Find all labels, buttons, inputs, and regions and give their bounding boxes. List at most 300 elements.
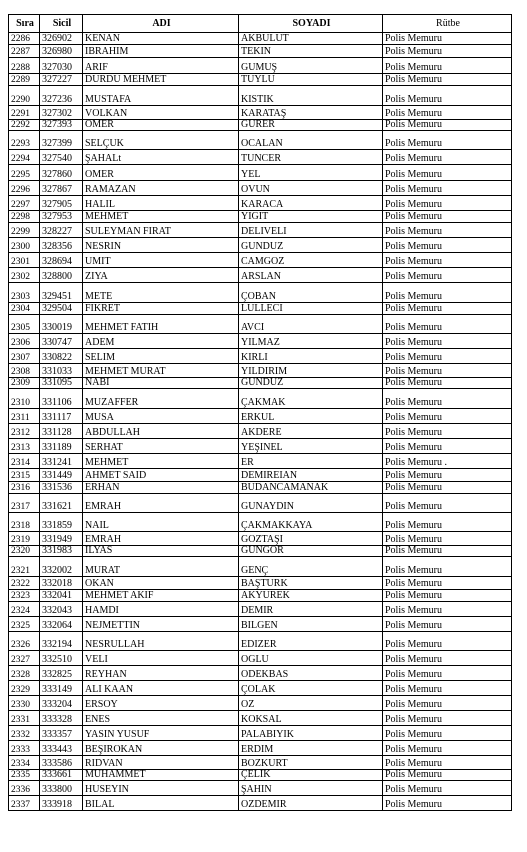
rank-cell: Polis Memuru — [383, 303, 512, 315]
row-number-cell: 2303 — [9, 283, 40, 303]
row-number-cell: 2302 — [9, 268, 40, 283]
table-row — [9, 454, 512, 469]
rank-cell: Polis Memuru — [383, 86, 512, 106]
surname-cell: GURER — [239, 120, 383, 131]
sicil-number-cell: 331033 — [40, 364, 83, 378]
first-name-cell: METE — [83, 283, 239, 303]
row-number-cell: 2334 — [9, 756, 40, 770]
rank-cell: Polis Memuru — [383, 45, 512, 58]
surname-cell: AKDERE — [239, 424, 383, 439]
row-number-cell: 2336 — [9, 781, 40, 796]
row-number-cell: 2293 — [9, 131, 40, 150]
rank-cell: Polis Memuru — [383, 651, 512, 666]
table-row — [9, 696, 512, 711]
rank-cell: Polis Memuru — [383, 632, 512, 651]
sicil-number-cell: 327540 — [40, 150, 83, 165]
first-name-cell: ARIF — [83, 58, 239, 74]
first-name-cell: NESRIN — [83, 238, 239, 253]
rank-cell: Polis Memuru — [383, 349, 512, 364]
rank-cell: Polis Memuru — [383, 165, 512, 181]
rank-cell: Polis Memuru — [383, 334, 512, 349]
sicil-number-cell: 331983 — [40, 546, 83, 557]
rank-cell: Polis Memuru — [383, 770, 512, 781]
sicil-number-cell: 333918 — [40, 796, 83, 811]
rank-cell: Polis Memuru — [383, 33, 512, 45]
surname-cell: ÇAKMAKKAYA — [239, 513, 383, 532]
row-number-cell: 2312 — [9, 424, 40, 439]
first-name-cell: MUZAFFER — [83, 389, 239, 409]
first-name-cell: HAMDI — [83, 602, 239, 617]
first-name-cell: MEHMET AKIF — [83, 590, 239, 602]
row-number-cell: 2290 — [9, 86, 40, 106]
rank-cell: Polis Memuru — [383, 58, 512, 74]
surname-cell: CAMGOZ — [239, 253, 383, 268]
row-number-cell: 2330 — [9, 696, 40, 711]
first-name-cell: ABDULLAH — [83, 424, 239, 439]
rank-cell: Polis Memuru — [383, 424, 512, 439]
table-row — [9, 45, 512, 58]
table-row — [9, 741, 512, 756]
first-name-cell: MUSTAFA — [83, 86, 239, 106]
sicil-number-cell: 327236 — [40, 86, 83, 106]
sicil-number-cell: 332041 — [40, 590, 83, 602]
row-number-cell: 2305 — [9, 315, 40, 334]
rank-cell: Polis Memuru — [383, 546, 512, 557]
table-row — [9, 557, 512, 577]
sicil-number-cell: 332825 — [40, 666, 83, 681]
first-name-cell: ENES — [83, 711, 239, 726]
rank-cell: Polis Memuru — [383, 181, 512, 196]
sicil-number-cell: 333800 — [40, 781, 83, 796]
surname-cell: OZDEMIR — [239, 796, 383, 811]
rank-cell: Polis Memuru — [383, 131, 512, 150]
row-number-cell: 2326 — [9, 632, 40, 651]
sicil-number-cell: 328227 — [40, 223, 83, 238]
first-name-cell: ŞAHALt — [83, 150, 239, 165]
row-number-cell: 2297 — [9, 196, 40, 211]
table-row — [9, 238, 512, 253]
table-row — [9, 58, 512, 74]
table-row — [9, 513, 512, 532]
first-name-cell: EMRAH — [83, 532, 239, 546]
row-number-cell: 2337 — [9, 796, 40, 811]
table-row — [9, 546, 512, 557]
sicil-number-cell: 331095 — [40, 378, 83, 389]
sicil-number-cell: 327860 — [40, 165, 83, 181]
table-row — [9, 150, 512, 165]
sicil-number-cell: 330822 — [40, 349, 83, 364]
table-header — [9, 15, 512, 33]
table-row — [9, 651, 512, 666]
table-row — [9, 469, 512, 482]
table-row — [9, 482, 512, 494]
surname-cell: YEŞINEL — [239, 439, 383, 454]
surname-cell: ERDIM — [239, 741, 383, 756]
table-row — [9, 532, 512, 546]
first-name-cell: YASIN YUSUF — [83, 726, 239, 741]
sicil-number-cell: 327227 — [40, 74, 83, 86]
rank-cell: Polis Memuru — [383, 196, 512, 211]
row-number-cell: 2310 — [9, 389, 40, 409]
rank-cell: Polis Memuru — [383, 781, 512, 796]
first-name-cell: MEHMET — [83, 211, 239, 223]
rank-cell: Polis Memuru — [383, 482, 512, 494]
rank-cell: Polis Memuru — [383, 378, 512, 389]
table-row — [9, 196, 512, 211]
first-name-cell: MEHMET FATIH — [83, 315, 239, 334]
surname-cell: GUMUŞ — [239, 58, 383, 74]
header-adi: ADI — [83, 15, 239, 33]
table-row — [9, 33, 512, 45]
sicil-number-cell: 327867 — [40, 181, 83, 196]
table-row — [9, 796, 512, 811]
row-number-cell: 2320 — [9, 546, 40, 557]
row-number-cell: 2325 — [9, 617, 40, 632]
row-number-cell: 2313 — [9, 439, 40, 454]
surname-cell: GENÇ — [239, 557, 383, 577]
sicil-number-cell: 333586 — [40, 756, 83, 770]
surname-cell: OGLU — [239, 651, 383, 666]
sicil-number-cell: 331106 — [40, 389, 83, 409]
first-name-cell: SULEYMAN FIRAT — [83, 223, 239, 238]
first-name-cell: IBRAHIM — [83, 45, 239, 58]
surname-cell: YILDIRIM — [239, 364, 383, 378]
row-number-cell: 2304 — [9, 303, 40, 315]
row-number-cell: 2299 — [9, 223, 40, 238]
sicil-number-cell: 327399 — [40, 131, 83, 150]
surname-cell: KARATAŞ — [239, 106, 383, 120]
surname-cell: TUYLU — [239, 74, 383, 86]
surname-cell: KARACA — [239, 196, 383, 211]
row-number-cell: 2315 — [9, 469, 40, 482]
rank-cell: Polis Memuru — [383, 796, 512, 811]
table-row — [9, 131, 512, 150]
first-name-cell: FIKRET — [83, 303, 239, 315]
table-row — [9, 165, 512, 181]
table-row — [9, 181, 512, 196]
row-number-cell: 2333 — [9, 741, 40, 756]
first-name-cell: OKAN — [83, 577, 239, 590]
row-number-cell: 2314 — [9, 454, 40, 469]
rank-cell: Polis Memuru — [383, 74, 512, 86]
row-number-cell: 2301 — [9, 253, 40, 268]
row-number-cell: 2322 — [9, 577, 40, 590]
sicil-number-cell: 331621 — [40, 494, 83, 513]
surname-cell: BILGEN — [239, 617, 383, 632]
first-name-cell: REYHAN — [83, 666, 239, 681]
rank-cell: Polis Memuru — [383, 577, 512, 590]
surname-cell: ER — [239, 454, 383, 469]
surname-cell: ÇOBAN — [239, 283, 383, 303]
sicil-number-cell: 327302 — [40, 106, 83, 120]
first-name-cell: ADEM — [83, 334, 239, 349]
header-row — [9, 15, 512, 33]
row-number-cell: 2316 — [9, 482, 40, 494]
surname-cell: AVCI — [239, 315, 383, 334]
row-number-cell: 2332 — [9, 726, 40, 741]
surname-cell: AKYUREK — [239, 590, 383, 602]
first-name-cell: EMRAH — [83, 494, 239, 513]
sicil-number-cell: 327393 — [40, 120, 83, 131]
row-number-cell: 2288 — [9, 58, 40, 74]
row-number-cell: 2298 — [9, 211, 40, 223]
first-name-cell: OMER — [83, 165, 239, 181]
first-name-cell: MUSA — [83, 409, 239, 424]
surname-cell: GUNAYDIN — [239, 494, 383, 513]
sicil-number-cell: 333443 — [40, 741, 83, 756]
sicil-number-cell: 332043 — [40, 602, 83, 617]
row-number-cell: 2286 — [9, 33, 40, 45]
header-rutbe: Rütbe — [383, 15, 512, 33]
sicil-number-cell: 326902 — [40, 33, 83, 45]
sicil-number-cell: 333661 — [40, 770, 83, 781]
rank-cell: Polis Memuru — [383, 711, 512, 726]
sicil-number-cell: 333204 — [40, 696, 83, 711]
first-name-cell: RIDVAN — [83, 756, 239, 770]
rank-cell: Polis Memuru — [383, 238, 512, 253]
surname-cell: YEL — [239, 165, 383, 181]
table-row — [9, 211, 512, 223]
first-name-cell: MURAT — [83, 557, 239, 577]
first-name-cell: ERHAN — [83, 482, 239, 494]
table-row — [9, 334, 512, 349]
row-number-cell: 2300 — [9, 238, 40, 253]
rank-cell: Polis Memuru — [383, 602, 512, 617]
surname-cell: OZ — [239, 696, 383, 711]
sicil-number-cell: 330019 — [40, 315, 83, 334]
rank-cell: Polis Memuru — [383, 106, 512, 120]
first-name-cell: BILAL — [83, 796, 239, 811]
table-row — [9, 439, 512, 454]
row-number-cell: 2323 — [9, 590, 40, 602]
table-body — [9, 33, 512, 811]
surname-cell: ÇAKMAK — [239, 389, 383, 409]
rank-cell: Polis Memuru — [383, 439, 512, 454]
row-number-cell: 2321 — [9, 557, 40, 577]
row-number-cell: 2296 — [9, 181, 40, 196]
sicil-number-cell: 333357 — [40, 726, 83, 741]
first-name-cell: VOLKAN — [83, 106, 239, 120]
sicil-number-cell: 331859 — [40, 513, 83, 532]
table-row — [9, 726, 512, 741]
rank-cell: Polis Memuru — [383, 268, 512, 283]
first-name-cell: MUHAMMET — [83, 770, 239, 781]
rank-cell: Polis Memuru — [383, 283, 512, 303]
first-name-cell: NABI — [83, 378, 239, 389]
sicil-number-cell: 332064 — [40, 617, 83, 632]
row-number-cell: 2291 — [9, 106, 40, 120]
sicil-number-cell: 332510 — [40, 651, 83, 666]
rank-cell: Polis Memuru — [383, 315, 512, 334]
first-name-cell: RAMAZAN — [83, 181, 239, 196]
table-row — [9, 106, 512, 120]
row-number-cell: 2309 — [9, 378, 40, 389]
table-row — [9, 315, 512, 334]
surname-cell: GOZTAŞI — [239, 532, 383, 546]
rank-cell: Polis Memuru — [383, 666, 512, 681]
surname-cell: LULLECI — [239, 303, 383, 315]
surname-cell: KOKSAL — [239, 711, 383, 726]
row-number-cell: 2294 — [9, 150, 40, 165]
first-name-cell: ERSOY — [83, 696, 239, 711]
rank-cell: Polis Memuru — [383, 590, 512, 602]
rank-cell: Polis Memuru — [383, 120, 512, 131]
first-name-cell: UMIT — [83, 253, 239, 268]
surname-cell: DEMIREIAN — [239, 469, 383, 482]
sicil-number-cell: 326980 — [40, 45, 83, 58]
first-name-cell: NAIL — [83, 513, 239, 532]
sicil-number-cell: 329504 — [40, 303, 83, 315]
first-name-cell: BEŞIROKAN — [83, 741, 239, 756]
header-sicil: Sicil — [40, 15, 83, 33]
rank-cell: Polis Memuru . — [383, 454, 512, 469]
row-number-cell: 2324 — [9, 602, 40, 617]
surname-cell: ODEKBAS — [239, 666, 383, 681]
table-row — [9, 781, 512, 796]
row-number-cell: 2295 — [9, 165, 40, 181]
table-row — [9, 711, 512, 726]
table-row — [9, 349, 512, 364]
table-row — [9, 681, 512, 696]
surname-cell: ERKUL — [239, 409, 383, 424]
surname-cell: ŞAHIN — [239, 781, 383, 796]
first-name-cell: SERHAT — [83, 439, 239, 454]
surname-cell: AKBULUT — [239, 33, 383, 45]
rank-cell: Polis Memuru — [383, 253, 512, 268]
table-row — [9, 617, 512, 632]
surname-cell: KIRLI — [239, 349, 383, 364]
sicil-number-cell: 327030 — [40, 58, 83, 74]
surname-cell: TEKIN — [239, 45, 383, 58]
first-name-cell: NEJMETTIN — [83, 617, 239, 632]
rank-cell: Polis Memuru — [383, 409, 512, 424]
sicil-number-cell: 327953 — [40, 211, 83, 223]
rank-cell: Polis Memuru — [383, 494, 512, 513]
first-name-cell: KENAN — [83, 33, 239, 45]
table-row — [9, 602, 512, 617]
row-number-cell: 2318 — [9, 513, 40, 532]
table-row — [9, 770, 512, 781]
table-row — [9, 303, 512, 315]
table-row — [9, 253, 512, 268]
surname-cell: ÇOLAK — [239, 681, 383, 696]
first-name-cell: HUSEYIN — [83, 781, 239, 796]
table-row — [9, 223, 512, 238]
sicil-number-cell: 332018 — [40, 577, 83, 590]
rank-cell: Polis Memuru — [383, 557, 512, 577]
sicil-number-cell: 331241 — [40, 454, 83, 469]
rank-cell: Polis Memuru — [383, 513, 512, 532]
surname-cell: OVUN — [239, 181, 383, 196]
table-row — [9, 120, 512, 131]
sicil-number-cell: 331128 — [40, 424, 83, 439]
rank-cell: Polis Memuru — [383, 211, 512, 223]
table-row — [9, 632, 512, 651]
rank-cell: Polis Memuru — [383, 696, 512, 711]
first-name-cell: OMER — [83, 120, 239, 131]
table-row — [9, 666, 512, 681]
sicil-number-cell: 332002 — [40, 557, 83, 577]
table-row — [9, 494, 512, 513]
sicil-number-cell: 328356 — [40, 238, 83, 253]
table-row — [9, 283, 512, 303]
personnel-table — [8, 14, 512, 811]
first-name-cell: SELIM — [83, 349, 239, 364]
rank-cell: Polis Memuru — [383, 756, 512, 770]
surname-cell: KISTIK — [239, 86, 383, 106]
table-row — [9, 424, 512, 439]
surname-cell: GUNDUZ — [239, 378, 383, 389]
sicil-number-cell: 332194 — [40, 632, 83, 651]
surname-cell: BAŞTURK — [239, 577, 383, 590]
first-name-cell: ZIYA — [83, 268, 239, 283]
row-number-cell: 2317 — [9, 494, 40, 513]
surname-cell: YILMAZ — [239, 334, 383, 349]
rank-cell: Polis Memuru — [383, 364, 512, 378]
sicil-number-cell: 329451 — [40, 283, 83, 303]
row-number-cell: 2328 — [9, 666, 40, 681]
first-name-cell: SELÇUK — [83, 131, 239, 150]
table-row — [9, 86, 512, 106]
row-number-cell: 2287 — [9, 45, 40, 58]
sicil-number-cell: 331117 — [40, 409, 83, 424]
surname-cell: GUNGOR — [239, 546, 383, 557]
row-number-cell: 2306 — [9, 334, 40, 349]
sicil-number-cell: 333149 — [40, 681, 83, 696]
row-number-cell: 2308 — [9, 364, 40, 378]
first-name-cell: AHMET SAID — [83, 469, 239, 482]
row-number-cell: 2335 — [9, 770, 40, 781]
first-name-cell: MEHMET MURAT — [83, 364, 239, 378]
sicil-number-cell: 333328 — [40, 711, 83, 726]
surname-cell: PALABIYIK — [239, 726, 383, 741]
rank-cell: Polis Memuru — [383, 223, 512, 238]
surname-cell: EDIZER — [239, 632, 383, 651]
row-number-cell: 2331 — [9, 711, 40, 726]
table-row — [9, 378, 512, 389]
rank-cell: Polis Memuru — [383, 150, 512, 165]
rank-cell: Polis Memuru — [383, 681, 512, 696]
first-name-cell: HALIL — [83, 196, 239, 211]
surname-cell: GUNDUZ — [239, 238, 383, 253]
row-number-cell: 2319 — [9, 532, 40, 546]
table-row — [9, 389, 512, 409]
sicil-number-cell: 331536 — [40, 482, 83, 494]
table-row — [9, 74, 512, 86]
sicil-number-cell: 330747 — [40, 334, 83, 349]
table-row — [9, 364, 512, 378]
first-name-cell: VELI — [83, 651, 239, 666]
first-name-cell: MEHMET — [83, 454, 239, 469]
first-name-cell: ILYAS — [83, 546, 239, 557]
rank-cell: Polis Memuru — [383, 532, 512, 546]
header-sira: Sıra — [9, 15, 40, 33]
row-number-cell: 2292 — [9, 120, 40, 131]
table-row — [9, 409, 512, 424]
row-number-cell: 2307 — [9, 349, 40, 364]
sicil-number-cell: 331949 — [40, 532, 83, 546]
rank-cell: Polis Memuru — [383, 389, 512, 409]
surname-cell: ÇELIK — [239, 770, 383, 781]
table-row — [9, 268, 512, 283]
sicil-number-cell: 328694 — [40, 253, 83, 268]
rank-cell: Polis Memuru — [383, 617, 512, 632]
first-name-cell: NESRULLAH — [83, 632, 239, 651]
sicil-number-cell: 331449 — [40, 469, 83, 482]
first-name-cell: ALI KAAN — [83, 681, 239, 696]
surname-cell: DELIVELI — [239, 223, 383, 238]
table-row — [9, 577, 512, 590]
